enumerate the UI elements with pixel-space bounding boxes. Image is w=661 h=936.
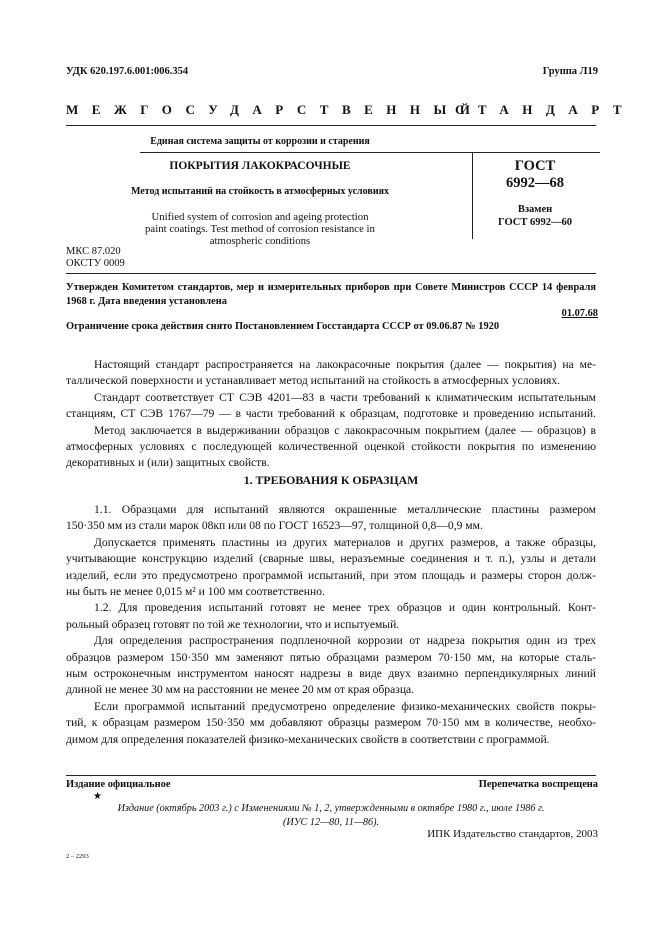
paragraph-line: таллической поверхности и устанавливает метод испытаний на стойкость в атмосферных условиях.: [66, 374, 561, 388]
official-edition: Издание официальное: [66, 779, 171, 790]
edition-line: Издание (октябрь 2003 г.) с Изменениями № 1, 2, утвержденными в октябре 1980 г., июле 1986 г.: [117, 803, 545, 814]
group-code: Группа Л19: [542, 66, 598, 77]
page-subtitle: Метод испытаний на стойкость в атмосферных условиях: [131, 186, 389, 197]
paragraph-line: длиной не менее 30 мм на расстоянии не менее 20 мм от края образца.: [66, 683, 415, 697]
paragraph-line: ным остроконечным инструментом наносят надрезы в виде двух взаимно перпендикулярных линий: [66, 667, 596, 681]
english-title: [100, 211, 420, 247]
title-block-bottom-rule: [66, 273, 596, 274]
english-title-line: atmospheric conditions: [209, 235, 311, 247]
english-title-line: Unified system of corrosion and ageing protection: [151, 211, 369, 223]
paragraph-line: атмосферных условиях с последующей количественной оценкой стойкости покрытия по изменению: [66, 440, 596, 454]
title-divider: [472, 152, 473, 239]
approval-line: 1968 г. Дата введения установлена: [66, 295, 227, 307]
paragraph-line: Для определения распространения подпленочной коррозии от надреза покрытия один из трех: [94, 634, 596, 648]
paragraph-line: Если программой испытаний предусмотрено определение физико-механических свойств покры-: [94, 699, 596, 713]
replaces-block: [480, 203, 590, 229]
paragraph-line: рольный образец готовят по той же технологии, что и испытуемый.: [66, 617, 400, 631]
gost-number: 6992—68: [506, 175, 564, 191]
approval-line: Утвержден Комитетом стандартов, мер и измерительных приборов при Совете Министров СССР 14 февраля: [66, 282, 596, 293]
paragraph-line: Настоящий стандарт распространяется на лакокрасочные покрытия (далее — покрытия) на ме-: [94, 358, 596, 371]
paragraph-line: учитывающие конструкцию изделий (сварные швы, неразъемные соединения и т. п.), узлы и детали: [66, 552, 596, 566]
approval-block: [66, 281, 596, 308]
paragraph-line: Допускается применять пластины из других материалов и других размеров, а также образцы,: [94, 535, 596, 549]
footer-rule: [66, 775, 596, 776]
mks-code: МКС 87.020: [66, 246, 121, 257]
banner-standard: СТАНДАРТ: [455, 102, 636, 117]
paragraph-line: Метод заключается в выдерживании образцов с лакокрасочным покрытием (далее — образцов) в: [94, 423, 596, 437]
classification-codes: [66, 246, 125, 270]
publisher: ИПК Издательство стандартов, 2003: [427, 828, 598, 840]
edition-note: [66, 802, 596, 830]
paragraph-line: изделий, если это предусмотрено программой испытаний, при этом площадь и размеры сторон долж-: [66, 568, 596, 582]
gost-label: ГОСТ: [514, 158, 556, 174]
section-text: [66, 502, 596, 748]
star-icon: ★: [93, 791, 102, 802]
section-heading: 1. ТРЕБОВАНИЯ К ОБРАЗЦАМ: [243, 473, 419, 487]
paragraph-line: 150·350 мм из стали марок 08кп или 08 по ГОСТ 16523—97, толщиной 0,8—0,9 мм.: [66, 519, 483, 533]
replaces-value: ГОСТ 6992—60: [498, 217, 572, 228]
paragraph-line: декоративных и (или) защитных свойств.: [66, 456, 270, 470]
reprint-notice: Перепечатка воспрещена: [478, 779, 598, 790]
udc-code: УДК 620.197.6.001:006.354: [66, 66, 189, 77]
paragraph-line: 1.1. Образцами для испытаний являются окрашенные металлические пластины размером: [94, 503, 596, 516]
paragraph-line: Стандарт соответствует СТ СЭВ 4201—83 в части требований к климатическим испытательным: [94, 390, 596, 404]
banner-interstate: МЕЖГОСУДАРСТВЕННЫЙ: [66, 102, 484, 117]
english-title-line: paint coatings. Test method of corrosion resistance in: [145, 223, 375, 235]
paragraph-line: образцов размером 150·350 мм заменяют пятью образцами размером 70·150 мм, на которые сталь-: [66, 650, 596, 664]
paragraph-line: димом для определения показателей физико-механических свойств в соответствии с программой.: [66, 732, 550, 746]
paragraph-line: 1.2. Для проведения испытаний готовят не менее трех образцов и один контрольный. Конт-: [94, 601, 596, 615]
page-title: ПОКРЫТИЯ ЛАКОКРАСОЧНЫЕ: [169, 160, 351, 172]
okstu-code: ОКСТУ 0009: [66, 258, 125, 269]
title-rule: [140, 152, 600, 153]
paragraph-line: тий, к образцам размером 150·350 мм добавляют образцы размером 70·150 мм в количестве, необхо-: [66, 716, 596, 730]
paragraph-line: станциям, СТ СЭВ 1767—79 — в части требований к образцам, подготовке и проведению испытаний.: [66, 407, 596, 421]
replaces-label: Взамен: [517, 204, 553, 215]
effective-date: 01.07.68: [561, 308, 598, 319]
header-rule: [66, 125, 596, 126]
limitation-note: Ограничение срока действия снято Постановлением Госстандарта СССР от 09.06.87 № 1920: [66, 321, 500, 332]
gost-designation: [480, 158, 590, 192]
edition-line: (ИУС 12—80, 11—86).: [282, 817, 380, 828]
print-code: 2 – 2293: [66, 853, 89, 860]
system-name: Единая система защиты от коррозии и старения: [150, 136, 370, 147]
paragraph-line: ны быть не менее 0,015 м² и 100 мм соответственно.: [66, 585, 325, 599]
intro-text: [66, 357, 596, 472]
